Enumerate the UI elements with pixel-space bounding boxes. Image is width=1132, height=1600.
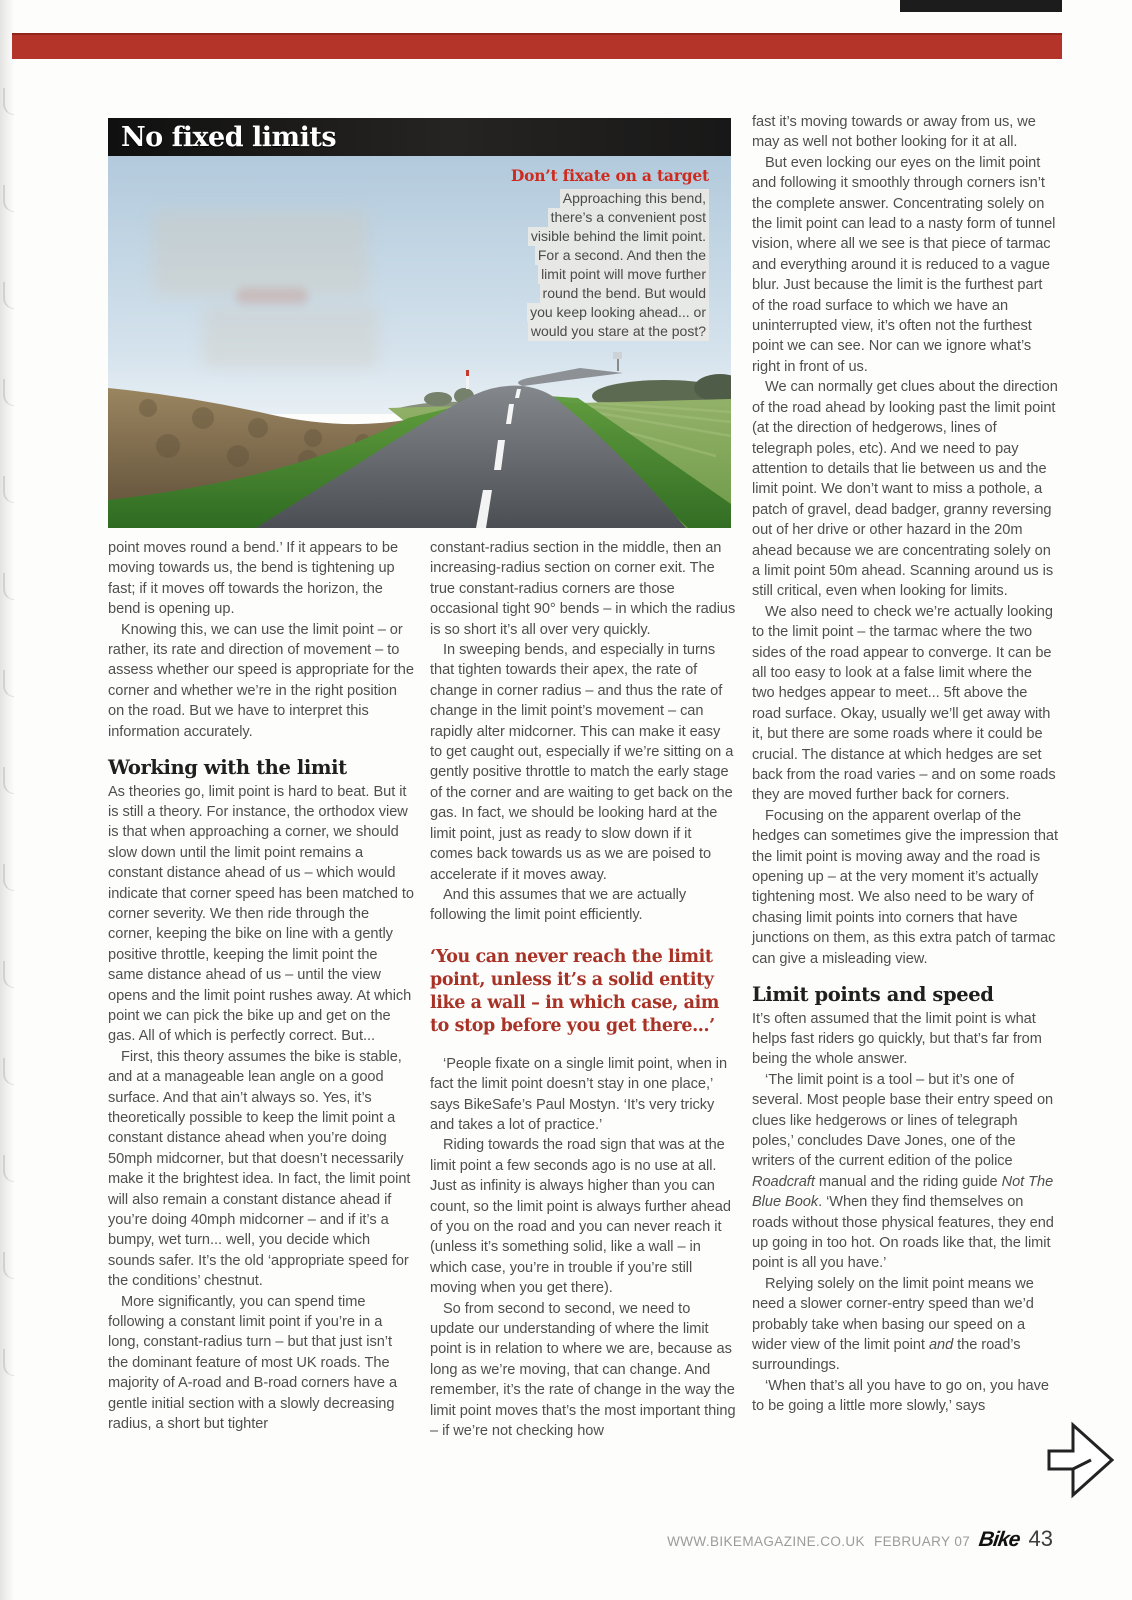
binding-mark xyxy=(3,379,14,406)
paragraph: point moves round a bend.’ If it appears to be moving towards us, the bend is tightening up fast; if it moves off towards the horizon, the bend is opening up. xyxy=(108,540,399,618)
section-heading-limit-points-and-speed: Limit points and speed xyxy=(752,983,994,1007)
photo-caption-title: Don’t fixate on a target xyxy=(510,166,709,185)
page-showthrough-ghost xyxy=(236,288,308,304)
photo-title: No fixed limits xyxy=(121,121,337,153)
bike-magazine-logo: Bike xyxy=(977,1528,1022,1551)
binding-mark xyxy=(3,1252,14,1279)
paragraph: ‘The limit point is a tool – but it’s one of several. Most people base their entry speed on clues like hedgerows or lines of telegraph poles,’ concludes Dave Jones, one of the writers of the current edition of the police Roadcraft manual and the riding guide Not The Blue Book. ‘When they find themselves on roads without those physical features, they end up going in too hot. On roads like that, the limit point is all you have.’ xyxy=(752,1071,1054,1272)
paragraph: In sweeping bends, and especially in turns that tighten towards their apex, the rate of change in corner radius – and thus the rate of change in the limit point’s movement – can rapidly alter midcorner. This can make it easy to get caught out, especially if we’re sitting on a gently positive throttle to match the early stage of the corner and are waiting to get back on the gas. In fact, we should be looking hard at the limit point, just as ready to slow down if it comes back towards us as we are poised to accelerate if it moves away. xyxy=(430,642,734,883)
footer-url: WWW.BIKEMAGAZINE.CO.UK xyxy=(667,1534,865,1549)
paragraph: constant-radius section in the middle, then an increasing-radius section on corner exit. The true constant-radius corners are those occasional tight 90° bends – in which the radius is so short it’s all over very quickly. xyxy=(430,540,736,638)
article-column-3 xyxy=(752,112,1058,1512)
paragraph: It’s often assumed that the limit point is what helps fast riders go quickly, but that’s far from being the whole answer. xyxy=(752,1010,1042,1068)
caption-line: visible behind the limit point. xyxy=(528,227,709,246)
photo-caption xyxy=(419,166,709,341)
caption-line: you keep looking ahead... or xyxy=(527,303,709,322)
paragraph: As theories go, limit point is hard to beat. But it is still a theory. For instance, the orthodox view is that when approaching a corner, we should slow down until the limit point remains a constant distance ahead of us – which would indicate that corner speed has been matched to corner severity. We then ride through the corner, keeping the bike on line with a gently positive throttle, keeping the limit point the same distance ahead of us – until the view opens and the limit point rushes away. At which point we can pick the bike up and get on the gas. All of which is perfectly correct. But... xyxy=(108,783,414,1045)
pull-quote: ‘You can never reach the limit point, unless it’s a solid entity like a wall – in which case, aim to stop before you get there...’ xyxy=(430,946,719,1036)
page-showthrough-ghost xyxy=(153,211,368,296)
top-red-bar xyxy=(12,33,1062,59)
binding-mark xyxy=(3,961,14,988)
binding-mark xyxy=(3,767,14,794)
photo-title-band xyxy=(108,118,731,156)
caption-line: Approaching this bend, xyxy=(560,189,709,208)
country-road-scene xyxy=(108,156,731,528)
footer-issue: FEBRUARY 07 xyxy=(873,1534,971,1549)
binding-mark xyxy=(3,88,14,115)
paragraph: More significantly, you can spend time following a constant limit point if you’re in a long, constant-radius turn – but that just isn’t the dominant feature of most UK roads. The majority of A-road and B-road corners have a gentle initial section with a slowly decreasing radius, a short but tighter xyxy=(108,1293,398,1433)
paragraph: Relying solely on the limit point means we need a slower corner-entry speed than we’d probably take when basing our speed on a wider view of the limit point and the road’s surroundings. xyxy=(752,1275,1034,1374)
page-footer xyxy=(667,1526,1053,1552)
caption-line: round the bend. But would xyxy=(540,284,709,303)
road-photo xyxy=(108,118,731,528)
binding-mark xyxy=(3,864,14,891)
paragraph: ‘When that’s all you have to go on, you have to be going a little more slowly,’ says xyxy=(752,1377,1049,1415)
binding-mark xyxy=(3,1155,14,1182)
paragraph: We can normally get clues about the direction of the road ahead by looking past the limit point (at the direction of hedgerows, lines of telegraph poles, etc). And we need to pay attention to details that lie between us and the limit point. We don’t want to miss a pothole, a patch of gravel, dead badger, granny reversing out of her drive or other hazard in the 20m ahead because we are concentrating solely on a limit point 50m ahead. Scanning around us is still critical, even when looking for limits. xyxy=(752,379,1058,600)
article-column-2 xyxy=(430,538,736,1518)
paragraph: And this assumes that we are actually following the limit point efficiently. xyxy=(430,886,687,924)
binding-mark xyxy=(3,1349,14,1376)
paragraph: ‘People fixate on a single limit point, when in fact the limit point doesn’t stay in one place,’ says BikeSafe’s Paul Mostyn. ‘It’s very tricky and takes a lot of practice.’ xyxy=(430,1055,728,1133)
binding-mark xyxy=(3,573,14,600)
caption-line: there’s a convenient post xyxy=(548,208,709,227)
binding-mark xyxy=(3,670,14,697)
binding-mark xyxy=(3,1058,14,1085)
top-black-strip xyxy=(900,0,1062,12)
paragraph: We also need to check we’re actually looking to the limit point – the tarmac where the two sides of the road appear to converge. It can be all too easy to look at a false limit where the two hedges appear to meet... 5ft above the road surface. Okay, usually we’ll get away with it, but there are some roads where it could be crucial. The distance at which hedges are set back from the road varies – and on some roads they are moved further back for corners. xyxy=(752,603,1056,804)
paragraph: Focusing on the apparent overlap of the hedges can sometimes give the impression that the limit point is moving away and the road is opening up – at the very moment it’s actually tightening most. We also need to be wary of chasing limit points into corners that have junctions on them, as this extra patch of tarmac can give a misleading view. xyxy=(752,807,1059,967)
paragraph: First, this theory assumes the bike is stable, and at a manageable lean angle on a good surface. And that ain’t always so. Yes, it’s theoretically possible to keep the limit point a constant distance ahead when you’re doing 50mph midcorner, but that doesn’t necessarily make it the brightest idea. In fact, the limit point will also remain a constant distance ahead if you’re doing 40mph midcorner – and if it’s a bumpy, wet turn... well, you decide which sounds safer. It’s the old ‘appropriate speed for the conditions’ chestnut. xyxy=(108,1048,411,1290)
caption-line: limit point will move further xyxy=(538,265,709,284)
article-column-1 xyxy=(108,538,414,1518)
caption-line: For a second. And then the xyxy=(535,246,709,265)
binding-mark xyxy=(3,476,14,503)
next-page-arrow-icon xyxy=(1046,1415,1118,1505)
section-heading-working-with-the-limit: Working with the limit xyxy=(108,756,347,780)
binding-mark xyxy=(3,185,14,212)
paragraph: So from second to second, we need to update our understanding of where the limit point is in relation to where we are, because as long as we’re moving, that can change. And remember, it’s the rate of change in the way the limit point moves that’s the most important thing – if we’re not checking how xyxy=(430,1300,736,1440)
paragraph: fast it’s moving towards or away from us, we may as well not bother looking for it at all. xyxy=(752,114,1036,151)
binding-mark xyxy=(3,282,14,309)
paragraph: But even locking our eyes on the limit point and following it smoothly through corners isn’t the complete answer. Concentrating solely on the limit point can lead to a nasty form of tunnel vision, where all we see is that piece of tarmac and everything around it is reduced to a vague blur. Just because the limit is the furthest part of the road surface to which we have an uninterrupted view, it’s often not the furthest point we can see. Nor can we ignore what’s right in front of us. xyxy=(752,154,1056,375)
paragraph: Knowing this, we can use the limit point – or rather, its rate and direction of movement – to assess whether our speed is appropriate for the corner and whether we’re in the right position on the road. But we have to interpret this information accurately. xyxy=(108,621,414,740)
paragraph: Riding towards the road sign that was at the limit point a few seconds ago is no use at all. Just as infinity is always higher than you can count, so the limit point is always further ahead of you on the road and you can never reach it (unless it’s something solid, like a wall – in which case, you’re in trouble if you’re still moving when you get there). xyxy=(430,1137,731,1297)
page-showthrough-ghost xyxy=(203,306,378,368)
caption-line: would you stare at the post? xyxy=(528,322,709,341)
page-number: 43 xyxy=(1028,1526,1053,1551)
